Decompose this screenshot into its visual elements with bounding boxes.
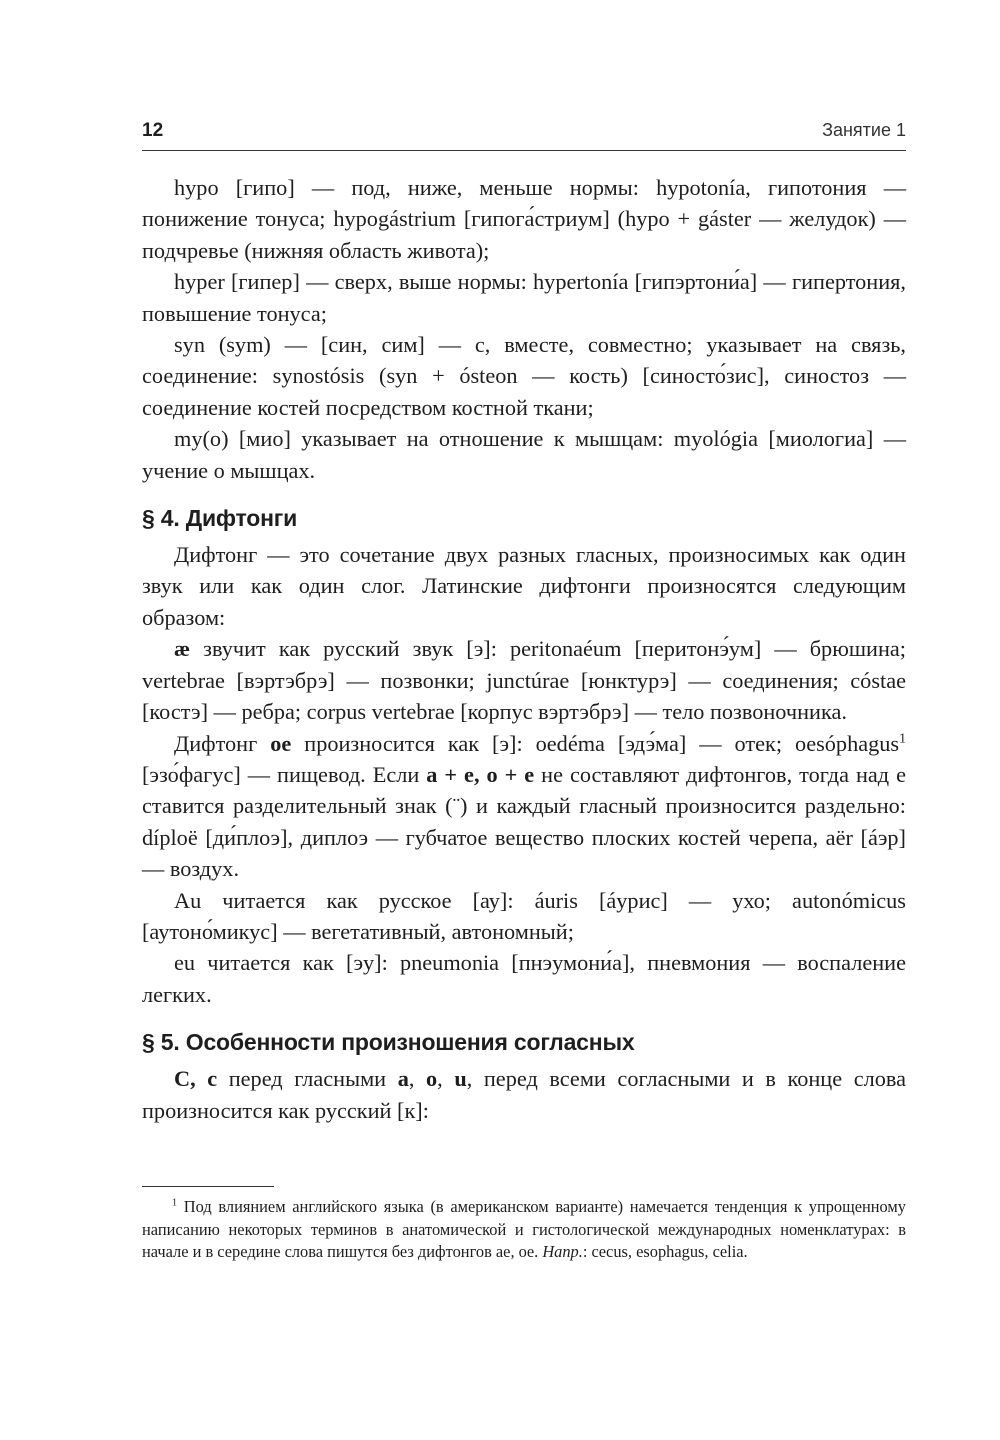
page-header [142,118,906,151]
c-letters: С, с [174,1066,218,1092]
paragraph-c [142,1063,906,1126]
comma-2: , [437,1066,455,1092]
diphthong-intro: Дифтонг — это сочетание двух разных гласных, произносимых как один звук или как один слог. Латинские дифтонги произносятся следующим образом: [142,542,906,630]
vowel-u: u [454,1066,467,1092]
footnote-divider [142,1186,274,1187]
ae-text: звучит как русский звук [э]: peritonaéum [перитонэ́ум] — брюшина; vertebrae [вэртэбрэ] — позвонки; junctúrae [юнктурэ] — соединения; cóstae [костэ] — ребра; corpus vertebrae [корпус вэртэбрэ] — тело позвоночника. [142,636,906,725]
footnote [142,1196,906,1264]
paragraph-eu: eu читается как [эу]: pneumonia [пнэумони́а], пневмония — воспаление легких. [142,950,906,1007]
oe-mid2: [эзо́фагус] — пищевод. Если [142,761,427,787]
paragraph-myo: my(o) [мио] указывает на отношение к мышцам: myológia [миологиа] — учение о мышцах. [142,426,906,483]
oe-letter: oe [270,730,292,756]
paragraph-hyper: hyper [гипер] — сверх, выше нормы: hypertonía [гипэртони́а] — гипертония, повышение тонуса; [142,269,906,326]
paragraph-au: Au читается как русское [ау]: áuris [áурис] — ухо; autonómicus [аутоно́микус] — вегетативный, автономный; [142,887,906,944]
section-4-heading: § 4. Дифтонги [142,505,298,532]
page-number: 12 [142,120,164,141]
paragraph-oe [142,728,906,885]
c-end: , перед всеми согласными и в конце слова произносится как русский [к]: [142,1066,907,1123]
oe-end: не составляют дифтонгов, тогда над е ставится разделительный знак (¨) и каждый гласный произносится раздельно: díploë [ди́плоэ], диплоэ — губчатое вещество плоских костей черепа, aër [áэр] — воздух. [142,761,906,882]
footnote-text: Под влиянием английского языка (в американском варианте) намечается тенденция к упрощенному написанию некоторых терминов в анатомической и гистологической международных номенклатурах: в начале и в середине слова пишутся без дифтонгов ae, oe. [142,1197,906,1261]
ae-letter: æ [174,636,191,662]
footnote-ref: 1 [899,730,906,746]
oe-pre: Дифтонг [174,730,271,756]
comma-1: , [408,1066,426,1092]
section-5-heading: § 5. Особенности произношения согласных [142,1029,635,1056]
running-title: Занятие 1 [822,120,906,140]
footnote-examples: : cecus, esophagus, celia. [582,1242,748,1261]
footnote-abbr: Напр. [542,1242,583,1261]
footnote-marker: 1 [172,1197,178,1209]
oe-combo: a + e, o + e [426,761,535,787]
oe-mid: произносится как [э]: oedéma [эдэ́ма] — отек; oesóphagus [291,730,900,756]
paragraph-syn: syn (sym) — [син, сим] — с, вместе, совместно; указывает на связь, соединение: synostósis (syn + ósteon — кость) [синосто́зис], синостоз — соединение костей посредством костной ткани; [142,332,906,420]
paragraph-ae [142,633,906,727]
c-pre: перед гласными [217,1066,398,1092]
page-content [142,172,906,1126]
vowel-o: o [426,1066,438,1092]
paragraph-hypo: hypo [гипо] — под, ниже, меньше нормы: hypotonía, гипотония — понижение тонуса; hypogástrium [гипога́стриум] (hypo + gáster — желудок) — подчревье (нижняя область живота); [142,175,906,263]
vowel-a: a [397,1066,409,1092]
